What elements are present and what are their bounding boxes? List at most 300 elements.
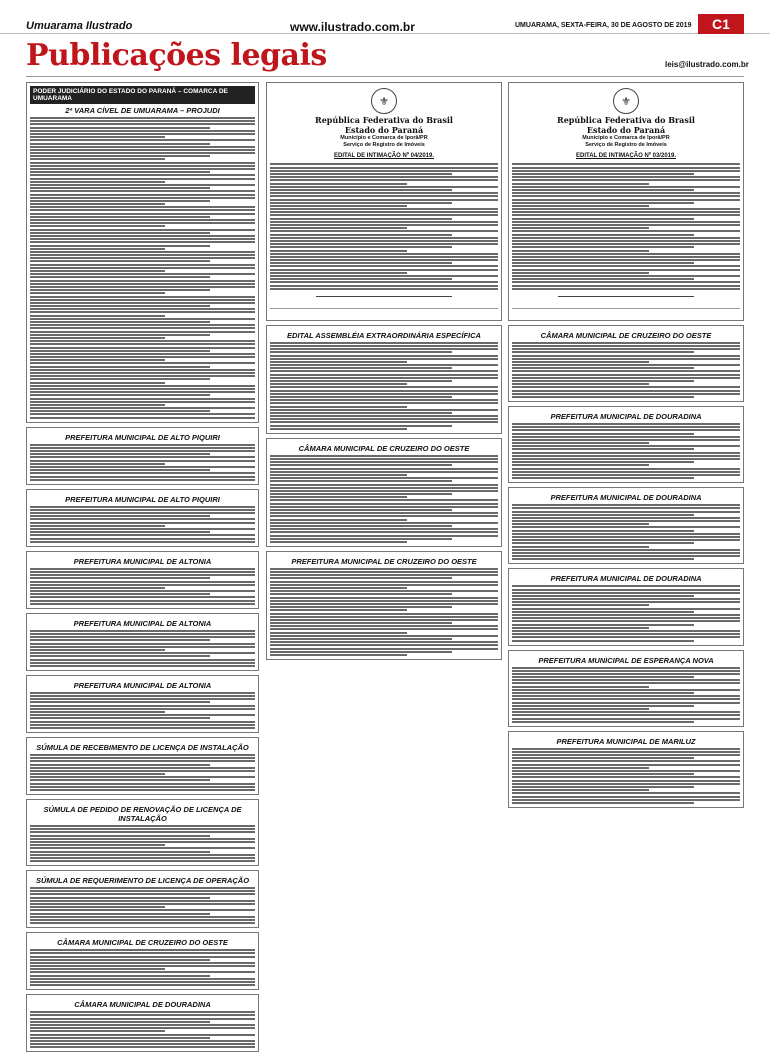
coat-of-arms-icon: ⚜ <box>371 88 397 114</box>
text-line <box>270 425 452 427</box>
text-line <box>30 382 165 384</box>
page-header <box>0 0 770 34</box>
text-line <box>270 250 407 252</box>
text-line <box>512 275 740 277</box>
text-line <box>30 959 210 961</box>
section-email: leis@ilustrado.com.br <box>665 60 749 69</box>
text-line <box>30 133 255 135</box>
text-line <box>512 617 740 619</box>
text-line <box>512 163 740 165</box>
text-line <box>30 410 210 412</box>
text-line <box>30 296 255 298</box>
text-line <box>270 535 498 537</box>
text-line <box>512 246 694 248</box>
legal-notice <box>26 799 259 866</box>
municipality-title: Município e Comarca de Iporã/PR <box>582 135 670 142</box>
text-line <box>270 409 498 411</box>
legal-notice <box>26 994 259 1052</box>
text-line <box>30 603 255 605</box>
text-line <box>512 205 649 207</box>
text-line <box>30 893 255 895</box>
text-line <box>30 152 255 154</box>
notice-body-text <box>270 455 498 543</box>
text-line <box>270 506 498 508</box>
text-line <box>270 173 452 175</box>
text-line <box>30 174 255 176</box>
text-line <box>512 367 694 369</box>
text-line <box>512 757 694 759</box>
text-line <box>30 476 255 478</box>
court-subtitle: 2ª VARA CÍVEL DE UMUARAMA – PROJUDI <box>65 106 220 115</box>
text-line <box>30 1027 255 1029</box>
registry-notice-03 <box>508 82 744 321</box>
text-line <box>270 471 498 473</box>
column-2 <box>266 82 502 1002</box>
text-line <box>30 971 255 973</box>
text-line <box>30 665 255 667</box>
text-line <box>30 636 255 638</box>
text-line <box>512 783 740 785</box>
text-line <box>30 283 255 285</box>
text-line <box>30 659 255 661</box>
legal-notice <box>26 551 259 609</box>
text-line <box>30 975 210 977</box>
text-line <box>270 345 498 347</box>
text-line <box>512 471 740 473</box>
text-line <box>270 455 498 457</box>
text-line <box>30 600 255 602</box>
text-line <box>512 595 694 597</box>
text-line <box>270 522 498 524</box>
notice-body-text <box>512 667 740 723</box>
text-line <box>30 356 255 358</box>
text-line <box>30 203 165 205</box>
text-line <box>30 331 255 333</box>
text-line <box>512 796 740 798</box>
text-line <box>30 643 255 645</box>
text-line <box>512 364 740 366</box>
text-line <box>30 587 165 589</box>
text-line <box>512 682 740 684</box>
text-line <box>270 355 498 357</box>
municipality-title: Município e Comarca de Iporã/PR <box>340 135 428 142</box>
text-line <box>270 654 407 656</box>
text-line <box>30 289 210 291</box>
text-line <box>30 764 210 766</box>
text-line <box>270 574 498 576</box>
text-line <box>30 698 255 700</box>
text-line <box>30 577 210 579</box>
text-line <box>270 265 498 267</box>
text-line <box>270 221 498 223</box>
text-line <box>512 695 740 697</box>
text-line <box>270 515 498 517</box>
text-line <box>30 280 255 282</box>
text-line <box>30 786 255 788</box>
text-line <box>512 230 740 232</box>
text-line <box>270 288 498 290</box>
text-line <box>270 622 452 624</box>
text-line <box>30 324 255 326</box>
text-line <box>30 315 165 317</box>
notice-body-text <box>512 423 740 479</box>
signature-line <box>558 296 695 304</box>
text-line <box>512 764 740 766</box>
text-line <box>30 417 255 419</box>
text-line <box>512 262 694 264</box>
text-line <box>512 439 740 441</box>
text-line <box>30 340 255 342</box>
text-line <box>512 173 694 175</box>
text-line <box>512 445 740 447</box>
text-line <box>270 480 452 482</box>
text-line <box>512 377 740 379</box>
text-line <box>512 507 740 509</box>
text-line <box>30 347 255 349</box>
column-1 <box>26 82 259 1010</box>
text-line <box>30 835 210 837</box>
notice-body-text <box>512 748 740 804</box>
notice-body-text <box>512 585 740 641</box>
text-line <box>512 711 740 713</box>
text-line <box>270 651 452 653</box>
text-line <box>30 267 255 269</box>
text-line <box>270 253 498 255</box>
text-line <box>30 264 255 266</box>
text-line <box>270 237 498 239</box>
state-title: Estado do Paraná <box>586 124 666 135</box>
text-line <box>270 512 498 514</box>
text-line <box>512 686 649 688</box>
text-line <box>270 199 498 201</box>
notice-body-text <box>30 692 255 729</box>
text-line <box>30 251 255 253</box>
text-line <box>270 367 452 369</box>
text-line <box>512 278 694 280</box>
text-line <box>30 724 255 726</box>
text-line <box>512 237 740 239</box>
text-line <box>512 455 740 457</box>
notice-body-text <box>30 1011 255 1048</box>
text-line <box>30 270 165 272</box>
text-line <box>30 831 255 833</box>
text-line <box>512 386 740 388</box>
text-line <box>30 708 255 710</box>
text-line <box>270 632 407 634</box>
text-line <box>30 518 255 520</box>
text-line <box>30 229 255 231</box>
text-line <box>512 179 740 181</box>
text-line <box>512 374 740 376</box>
text-line <box>30 909 255 911</box>
text-line <box>30 143 210 145</box>
text-line <box>512 552 740 554</box>
text-line <box>512 461 694 463</box>
text-line <box>30 851 210 853</box>
text-line <box>512 611 694 613</box>
court-notice <box>26 82 259 423</box>
text-line <box>30 241 255 243</box>
text-line <box>270 227 407 229</box>
text-line <box>512 786 694 788</box>
text-line <box>30 581 255 583</box>
text-line <box>30 366 210 368</box>
text-line <box>30 139 255 141</box>
text-line <box>30 394 210 396</box>
text-line <box>30 404 165 406</box>
text-line <box>512 585 740 587</box>
text-line <box>270 189 452 191</box>
text-line <box>512 253 740 255</box>
notice-body-text <box>270 568 498 656</box>
text-line <box>30 187 210 189</box>
text-line <box>512 698 740 700</box>
registry-title: Serviço de Registro de Imóveis <box>585 142 667 149</box>
text-line <box>270 272 407 274</box>
legal-notice <box>26 489 259 547</box>
text-line <box>512 426 740 428</box>
text-line <box>30 1043 255 1045</box>
text-line <box>30 123 255 125</box>
text-line <box>512 383 649 385</box>
text-line <box>30 149 255 151</box>
text-line <box>270 625 498 627</box>
notice-body-text <box>270 342 498 430</box>
text-line <box>30 789 255 791</box>
text-line <box>30 343 255 345</box>
notice-body-text <box>30 630 255 667</box>
notice-title: PREFEITURA MUNICIPAL DE MARILUZ <box>556 736 696 746</box>
text-line <box>30 359 165 361</box>
notice-title: PREFEITURA MUNICIPAL DE ALTO PIQUIRI <box>65 494 220 504</box>
text-line <box>30 401 255 403</box>
text-line <box>512 170 740 172</box>
notice-body-text <box>30 506 255 543</box>
text-line <box>270 499 498 501</box>
text-line <box>512 670 740 672</box>
text-line <box>30 444 255 446</box>
text-line <box>30 1030 165 1032</box>
text-line <box>30 127 210 129</box>
text-line <box>270 183 407 185</box>
text-line <box>30 541 255 543</box>
text-line <box>30 981 255 983</box>
text-line <box>30 900 255 902</box>
text-line <box>512 555 740 557</box>
text-line <box>30 890 255 892</box>
text-line <box>30 178 255 180</box>
text-line <box>270 262 452 264</box>
text-line <box>30 197 255 199</box>
text-line <box>512 751 740 753</box>
text-line <box>512 601 740 603</box>
text-line <box>512 640 694 642</box>
text-line <box>512 614 740 616</box>
text-line <box>512 558 694 560</box>
text-line <box>270 240 498 242</box>
text-line <box>30 117 255 119</box>
text-line <box>30 311 255 313</box>
legal-notice <box>508 406 744 483</box>
text-line <box>512 243 740 245</box>
text-line <box>30 528 255 530</box>
text-line <box>512 676 694 678</box>
text-line <box>270 393 498 395</box>
text-line <box>270 616 498 618</box>
text-line <box>512 167 740 169</box>
text-line <box>512 224 740 226</box>
text-line <box>512 633 740 635</box>
text-line <box>30 456 255 458</box>
text-line <box>512 520 740 522</box>
text-line <box>30 479 255 481</box>
text-line <box>512 433 694 435</box>
text-line <box>512 748 740 750</box>
notice-title: EDITAL ASSEMBLÉIA EXTRAORDINÁRIA ESPECÍFICA <box>287 330 481 340</box>
notice-body-text <box>512 504 740 560</box>
text-line <box>270 364 498 366</box>
coat-of-arms-icon: ⚜ <box>613 88 639 114</box>
text-line <box>30 584 255 586</box>
legal-notice <box>26 932 259 990</box>
text-line <box>270 597 498 599</box>
text-line <box>30 515 210 517</box>
text-line <box>512 714 740 716</box>
text-line <box>512 442 649 444</box>
court-body-text <box>30 117 255 419</box>
text-line <box>512 627 649 629</box>
text-line <box>512 799 740 801</box>
text-line <box>30 232 210 234</box>
text-line <box>512 474 740 476</box>
text-line <box>270 186 498 188</box>
text-line <box>30 286 255 288</box>
text-line <box>512 533 740 535</box>
notice-title: PREFEITURA MUNICIPAL DE DOURADINA <box>550 574 702 584</box>
text-line <box>512 536 740 538</box>
court-band: PODER JUDICIÁRIO DO ESTADO DO PARANÁ – COMARCA DE UMUARAMA <box>30 86 255 104</box>
section-title: Publicações legais <box>26 38 327 73</box>
text-line <box>512 390 740 392</box>
text-line <box>270 519 407 521</box>
notice-title: PREFEITURA MUNICIPAL DE ALTONIA <box>73 680 212 690</box>
text-line <box>270 593 452 595</box>
notice-title: PREFEITURA MUNICIPAL DE DOURADINA <box>550 493 702 503</box>
text-line <box>30 857 255 859</box>
text-line <box>270 577 452 579</box>
column-1-notices <box>26 427 259 1052</box>
text-line <box>512 269 740 271</box>
text-line <box>270 487 498 489</box>
text-line <box>512 208 740 210</box>
registry-footer <box>512 308 740 317</box>
text-line <box>270 342 498 344</box>
text-line <box>512 202 694 204</box>
text-line <box>512 221 740 223</box>
text-line <box>512 667 740 669</box>
text-line <box>512 396 694 398</box>
text-line <box>270 584 498 586</box>
text-line <box>512 464 649 466</box>
text-line <box>30 206 255 208</box>
text-line <box>30 209 255 211</box>
text-line <box>30 257 255 259</box>
text-line <box>512 285 740 287</box>
text-line <box>30 219 255 221</box>
text-line <box>30 783 255 785</box>
text-line <box>512 767 649 769</box>
text-line <box>270 418 498 420</box>
text-line <box>270 163 498 165</box>
text-line <box>512 549 740 551</box>
text-line <box>30 305 210 307</box>
text-line <box>270 377 498 379</box>
text-line <box>512 380 694 382</box>
column-3 <box>508 82 744 1002</box>
text-line <box>270 638 452 640</box>
legal-notice <box>26 613 259 671</box>
text-line <box>270 648 498 650</box>
text-line <box>512 721 694 723</box>
text-line <box>270 415 498 417</box>
text-line <box>30 525 165 527</box>
text-line <box>30 828 255 830</box>
text-line <box>512 773 694 775</box>
text-line <box>270 358 498 360</box>
text-line <box>512 259 740 261</box>
text-line <box>512 539 740 541</box>
text-line <box>30 1034 255 1036</box>
notice-title: PREFEITURA MUNICIPAL DE CRUZEIRO DO OESTE <box>291 556 477 566</box>
text-line <box>512 546 649 548</box>
text-line <box>270 458 498 460</box>
text-line <box>30 466 255 468</box>
text-line <box>270 170 498 172</box>
text-line <box>270 503 498 505</box>
text-line <box>30 897 210 899</box>
text-line <box>512 692 694 694</box>
legal-notice <box>508 568 744 645</box>
text-line <box>512 802 694 804</box>
text-line <box>270 619 498 621</box>
text-line <box>30 225 165 227</box>
text-line <box>512 530 694 532</box>
notice-body-text <box>30 949 255 986</box>
text-line <box>270 541 407 543</box>
text-line <box>270 211 498 213</box>
text-line <box>30 353 255 355</box>
text-line <box>30 1011 255 1013</box>
text-line <box>30 447 255 449</box>
text-line <box>512 592 740 594</box>
text-line <box>30 308 255 310</box>
text-line <box>270 269 498 271</box>
republic-title: República Federativa do Brasil <box>315 115 453 125</box>
text-line <box>512 436 740 438</box>
text-line <box>30 398 255 400</box>
text-line <box>270 590 498 592</box>
newspaper-brand: Umuarama Ilustrado <box>26 20 133 32</box>
text-line <box>30 413 255 415</box>
text-line <box>270 600 498 602</box>
notice-body-text <box>30 887 255 924</box>
text-line <box>512 589 740 591</box>
text-line <box>512 702 740 704</box>
text-line <box>270 490 498 492</box>
legal-notice <box>508 650 744 727</box>
text-line <box>30 1046 255 1048</box>
text-line <box>30 378 210 380</box>
